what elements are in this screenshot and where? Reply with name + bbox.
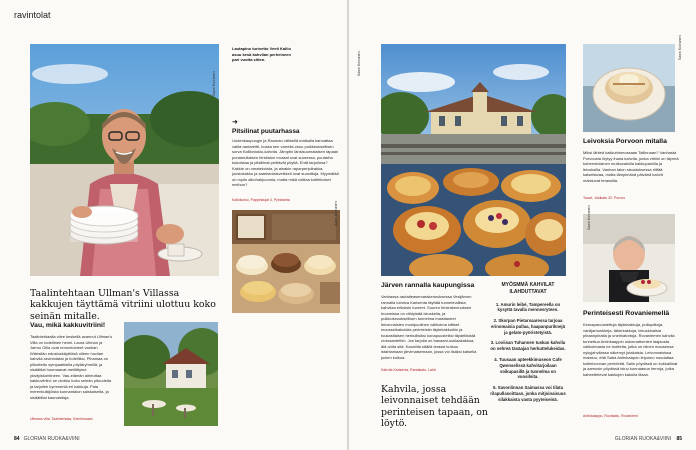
leivoksia-body: Miksi lähteä kakkuhinmossaan Tallinnaan? Vanhasta Porvoosta löytyy ihana kahvila, jonka vitriini on täynnä koheentoisinen mutkuvaisilla kakkupaloilla ja leivoksilla. Vanhan talon sisustuksessa riittää katseltavaa, mutta lämpimänä päivänä kahvit maistuvat terassilla. xyxy=(583,150,679,183)
karisenta-pastries-photo xyxy=(381,164,566,276)
antinkaappo-photo xyxy=(583,214,675,302)
section-tag: ravintolat xyxy=(14,10,51,20)
ullman-source: Ullmans villa, Taalintehdas, Kemiönsaari xyxy=(30,417,93,421)
karisenta-station-photo xyxy=(381,44,566,164)
magazine-name-left: GLORIAN RUOKA&VIINI xyxy=(23,436,80,442)
page-number-right: 85 xyxy=(676,436,682,442)
jarven-title: Järven rannalla kaupungissa xyxy=(381,282,475,289)
right-page xyxy=(349,0,696,450)
myosmmama-item: 2. Skorpan Pietarsaaressa tarjoaa erinomaisia pullaa, haapanpuriknejä ja gelato-pyöristetyistä. xyxy=(490,318,566,335)
ullman-villa-photo xyxy=(124,322,218,426)
myosmmama-title: MYÖSMMÄ KAHVILAT ILAHDUTTAVAT xyxy=(501,282,555,295)
page-number-left: 84 xyxy=(14,436,20,442)
leivoksia-source: Tauve, Jokikatu 32, Porvoo xyxy=(583,196,626,200)
magazine-name-right: GLORIAN RUOKA&VIINI xyxy=(614,436,672,442)
pitsilinat-body: Uudenkaupungin ja Rauman välisellä matkalla kannattaa valita rantareitti, koska sen varrella ceuu poikkeuksellisen sorva Kallioniokio-kahvila. Jämptin länsisuomalaisen tapaan punamultaisen hirsitalon muraat ovat suoressa, puutarha kukoistaa ja pitsiliinat peittävät pöytiä. Entä tarjoiluna? Kakkie on omatekoista, ja ainakin raparperipiirakka, juustokakku ja saaristolaisvelkkeli ovat suosittuja. Myymälää on myös alkohahjuonnia, mutta mikä voittaa kotilekoiset meihun? xyxy=(232,138,339,188)
folio-right xyxy=(615,436,682,442)
myosmmama-box xyxy=(489,282,567,408)
photo-credit-5: Sanni Koivunen xyxy=(587,205,591,230)
photo-credit: Sanni Koivunen xyxy=(212,71,216,96)
jarven-body: Vanhassa rautatieasemarakennuksessa Vesijärven rannalla toimiva Karisenta täyttää tunnelmallista kahvilaa eriksisin tuoreet. Suuren hirsirakennuksen huoneissa on viihtyisää istuskella, ja puikkokeuoksellisen tunnelma maisitaneet leivonnaisien monipuolinen valikoima sittiset mousseikakuisita perinteisiin täytekakkuihin ja toukastiaisen herkullisiksi konapuusteiksi täydellisistä croissanteihin. Jos tarjolla on banaani-suklaakakkua, älä ohita sitä. Kauniilla säällä terassi kutsuu istahtamaan järvimaisemaan, jossa voi lisäksi katsella junien kulkua. xyxy=(381,294,477,360)
folio-left xyxy=(14,436,80,442)
ullman-owner-photo xyxy=(30,44,219,276)
pitsilinat-source: Kalliokoiso, Pappinkujat 4, Pyhäranta xyxy=(232,198,290,202)
photo-credit-2: Sanni Koivunen xyxy=(334,201,338,226)
top-caption: Lautapino turinetto Veeti Kallio asuu kesä kahvilan perheineen pari vuotta sitten. xyxy=(232,46,291,63)
photo-credit-3: Sanni Koivunen xyxy=(357,51,361,76)
perinteisesti-title: Perinteisesti Rovaniemellä xyxy=(583,310,670,317)
myosmmama-item: 1. Amurin leibé, Tampereella on kysyttä tavalla mennesryteen. xyxy=(495,301,561,313)
ullman-title: Vau, mikä kakkuvitriini! xyxy=(30,322,106,329)
ullman-body: Taalintehtaalla vilee keskellä avannut Ullman's Villa on todellinen helmi. Laura Ullman ja Jarmo Olila ovat remontoineet vanhan Wärtsilän edustuskäyttöisä olleen huvilan kahvila-ravintolaksi ja hotelliksi. Pihamaa on pilkuttettu sympaattisilla pöytäryhmillä, ja sisäätilat huumaavat meiltittyine yksityiskohtineen. Vau-elämän aiheuttaa kakkuvitriini: se ulottuu koko seinän pituudelta ja tarjoilee kymmeniä eri kakkuja. Pala merenkulkijöista kunnantalon salskaiselta, ja sisäättilat kaunaisiisja. xyxy=(30,334,113,400)
tauve-cake-photo xyxy=(583,44,675,132)
ullman-headline: Taalintehtaan Ullman's Villassa kakkujen täyttämä vitriini ulottuu koko seinän mitalle. xyxy=(30,288,216,322)
pitsilinat-title: Pitsilinat puutarhassa xyxy=(232,128,300,135)
photo-credit-4: Sanni Koivunen xyxy=(678,35,682,60)
perinteisesti-body: Kemaparoostettuja täytekakkuja, pullapitkoja, vaniljamunkkeja, täkerkakkuja, lekuskinaisia piiraanpiiraita ja unelmatortuja. Rovaniemen kahvila tunnettua Antinkaappin uskomattomien laajaosta valikoimasta ne tuotteita, jotka on niinen mausensa nykyjahvilassa näkemyt jotakaisia. Leivonnaisissa maistuu, että Saba Antinkaapon leipomo noudattaa kotileivonnan perinteitä. Salin pöydissä on kukkaliinat ja aamusin pöydissä istuu kunnaanua herroja, jotka kaheettelevat kakkujen kakulla tilaan. xyxy=(583,322,678,377)
myosmmama-item: 3. Loviisan Tuhannen tuskan kahvila on vehreä täsäajan herkuttelukeidas. xyxy=(490,340,566,352)
pikku-pauas-photo xyxy=(232,210,340,313)
myosmmama-item: 4. Tuusaan apteekkimuseon Cafe Qwenselissä kahvitarjoilaan voikupasillä ja tunnelma on vuosilsita. xyxy=(494,357,562,380)
jarven-source: Kahvila Karisenta, Rantakatu, Lahti xyxy=(381,368,436,372)
myosmmama-item: 5. Savonlinnan Saimassa voi tilata rilapullasoittaan, jonka mitjoinaisuus silakkaista vasta pyyteiseinä. xyxy=(490,385,566,402)
arrow-icon: ➜ xyxy=(232,119,238,126)
leivoksia-title: Leivoksia Porvoon mitalla xyxy=(583,138,667,145)
kahvila-quote: Kahvila, jossa leivonnaiset tehdään perinteisen tapaan, on löytö. xyxy=(381,384,488,429)
perinteisesti-source: Antinkaappo, Rovakatu, Rovaniemi xyxy=(583,414,638,418)
left-page xyxy=(0,0,347,450)
